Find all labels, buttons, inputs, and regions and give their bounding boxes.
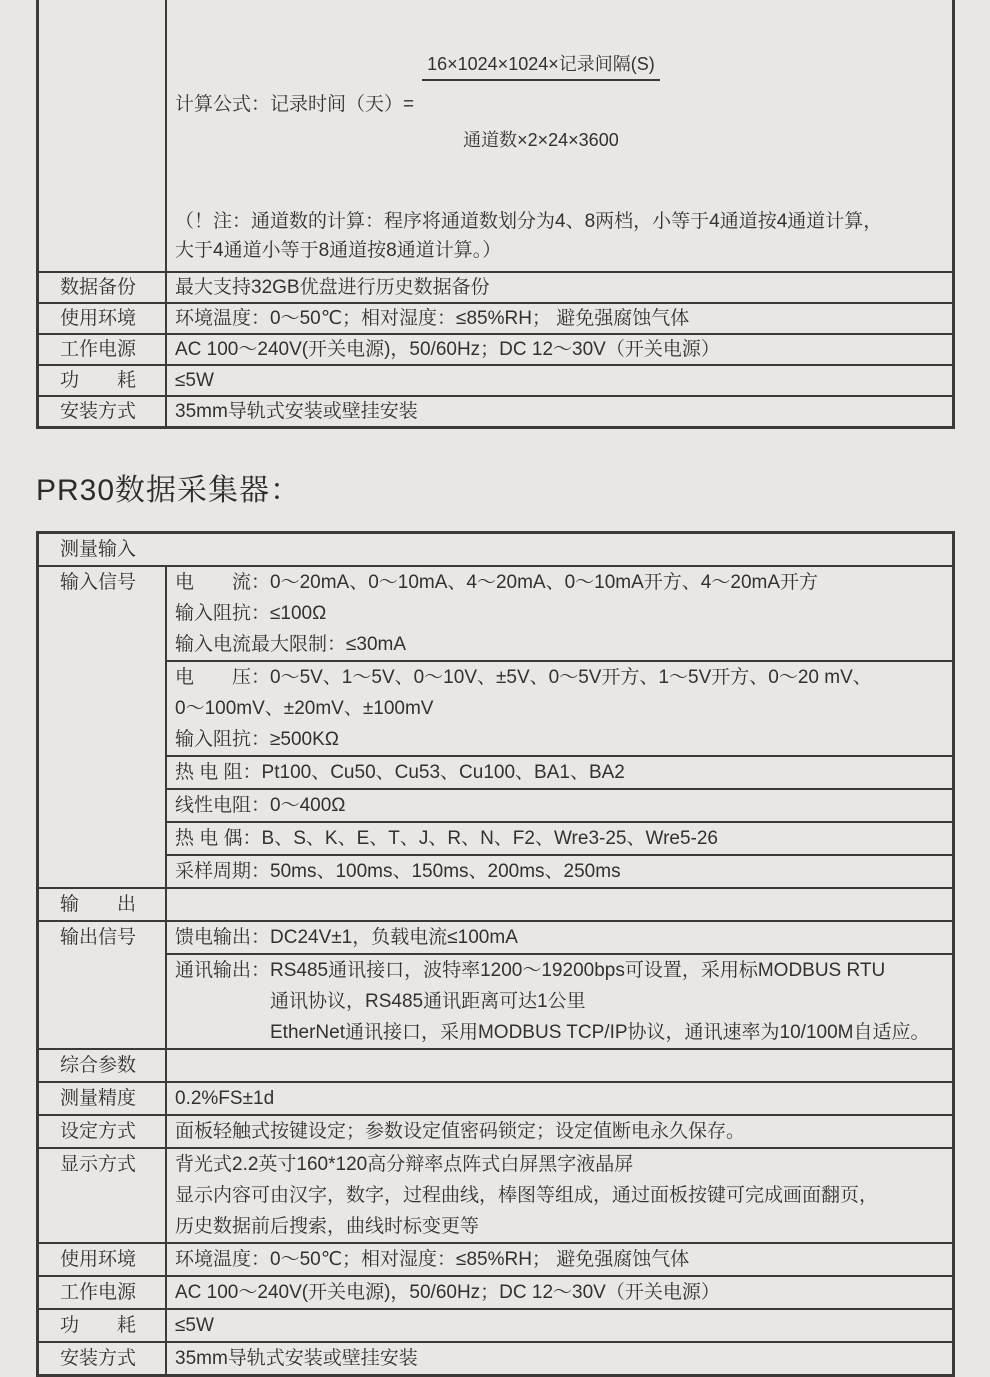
value-line: 采样周期：50ms、100ms、150ms、200ms、250ms: [175, 861, 621, 882]
row-label: 显示方式: [39, 1149, 167, 1242]
row-value: AC 100～240V(开关电源)，50/60Hz；DC 12～30V（开关电源）: [175, 339, 720, 360]
note-line: 大于4通道小等于8通道按8通道计算。）: [175, 240, 502, 261]
row-label: 功 耗: [39, 366, 167, 395]
row-label: 安装方式: [39, 1343, 167, 1374]
subcell-comm-output: [167, 953, 952, 1048]
value-line: 通讯输出：RS485通讯接口，波特率1200～19200bps可设置，采用标MODBUS RTU: [175, 960, 886, 981]
value-line: 线性电阻：0～400Ω: [175, 795, 346, 816]
table-row-environment: [39, 302, 952, 333]
value-line: 0～100mV、±20mV、±100mV: [175, 698, 434, 719]
value-line: [167, 889, 952, 920]
value-line: 历史数据前后搜索，曲线时标变更等: [175, 1216, 480, 1237]
table-row-power-supply: [39, 333, 952, 364]
note-line: （！注：通道数的计算：程序将通道数划分为4、8两档，小等于4通道按4通道计算，: [175, 211, 883, 232]
subcell-sampling-period: [167, 854, 952, 887]
row-value: 35mm导轨式安装或壁挂安装: [175, 401, 418, 422]
value-line: 输入电流最大限制：≤30mA: [175, 634, 407, 655]
value-line: 35mm导轨式安装或壁挂安装: [175, 1348, 418, 1369]
value-line: 环境温度：0～50℃；相对湿度：≤85%RH； 避免强腐蚀气体: [175, 1249, 690, 1270]
table-row-general-params-header: [39, 1048, 952, 1081]
table-row-measure-input-header: [39, 534, 952, 565]
formula-fraction: [422, 8, 660, 196]
formula-note: [175, 207, 952, 265]
table-row-data-backup: [39, 271, 952, 302]
table-row-formula: [39, 0, 952, 271]
value-line: 输入阻抗：≥500KΩ: [175, 729, 340, 750]
table-row-setting-method: [39, 1114, 952, 1147]
table-row-accuracy: [39, 1081, 952, 1114]
row-label: 输出信号: [39, 922, 167, 1048]
spec-table-recorder: [36, 0, 955, 429]
row-label-empty: [39, 0, 167, 271]
subcell-display: [167, 1149, 952, 1242]
subcell-linear-resistance: [167, 788, 952, 821]
value-line: 输入阻抗：≤100Ω: [175, 603, 327, 624]
row-label: 工作电源: [39, 335, 167, 364]
value-line: 电 压：0～5V、1～5V、0～10V、±5V、0～5V开方、1～5V开方、0～20 mV、: [175, 667, 872, 688]
spec-table-pr30: [36, 531, 955, 1377]
formula-cell: [167, 0, 952, 271]
value-line: 显示内容可由汉字，数字，过程曲线，棒图等组成，通过面板按键可完成画面翻页，: [175, 1185, 879, 1206]
table-row-mounting: [39, 395, 952, 426]
row-label: 使用环境: [39, 304, 167, 333]
row-label: 输 出: [39, 889, 167, 920]
value-line: AC 100～240V(开关电源)，50/60Hz；DC 12～30V（开关电源）: [175, 1282, 720, 1303]
subcell-current: [167, 567, 952, 660]
table-section-header: 测量输入: [60, 539, 137, 560]
row-value: ≤5W: [175, 370, 214, 391]
table-row-mounting: [39, 1341, 952, 1374]
value-line: [167, 1050, 952, 1081]
record-time-formula: [175, 8, 952, 196]
subcell-rtd: [167, 755, 952, 788]
subcell-empty: [167, 1050, 952, 1081]
row-label: 使用环境: [39, 1244, 167, 1275]
table-row-output-signal: [39, 920, 952, 1048]
value-line: EtherNet通讯接口，采用MODBUS TCP/IP协议，通讯速率为10/100M自适应。: [175, 1022, 930, 1043]
table-row-output-header: [39, 887, 952, 920]
subcell-voltage: [167, 660, 952, 755]
row-label: 综合参数: [39, 1050, 167, 1081]
subcell-feed-output: [167, 922, 952, 953]
row-label: 输入信号: [39, 567, 167, 887]
fraction-denominator: 通道数×2×24×3600: [463, 130, 619, 150]
section-heading-pr30: PR30数据采集器：: [36, 474, 302, 507]
value-line: ≤5W: [175, 1315, 214, 1336]
row-value: 环境温度：0～50℃；相对湿度：≤85%RH； 避免强腐蚀气体: [175, 308, 690, 329]
table-row-power-supply: [39, 1275, 952, 1308]
value-line: 热 电 偶：B、S、K、E、T、J、R、N、F2、Wre3-25、Wre5-26: [175, 828, 718, 849]
value-line: 通讯协议，RS485通讯距离可达1公里: [175, 991, 586, 1012]
row-value: 最大支持32GB优盘进行历史数据备份: [175, 277, 490, 298]
subcell-empty: [167, 889, 952, 920]
value-line: 馈电输出：DC24V±1，负载电流≤100mA: [175, 927, 518, 948]
formula-prefix: 计算公式：记录时间（天）=: [175, 93, 415, 115]
table-row-power-consumption: [39, 364, 952, 395]
row-label: 数据备份: [39, 273, 167, 302]
subcell-thermocouple: [167, 821, 952, 854]
fraction-numerator: 16×1024×1024×记录间隔(S): [422, 52, 660, 81]
row-label: 测量精度: [39, 1083, 167, 1114]
value-line: 电 流：0～20mA、0～10mA、4～20mA、0～10mA开方、4～20mA开方: [175, 572, 819, 593]
value-line: 0.2%FS±1d: [175, 1088, 275, 1109]
row-label: 安装方式: [39, 397, 167, 426]
row-label: 工作电源: [39, 1277, 167, 1308]
value-line: 面板轻触式按键设定；参数设定值密码锁定；设定值断电永久保存。: [175, 1121, 746, 1142]
value-line: 背光式2.2英寸160*120高分辩率点阵式白屏黑字液晶屏: [175, 1154, 634, 1175]
table-row-display-method: [39, 1147, 952, 1242]
row-label: 设定方式: [39, 1116, 167, 1147]
table-row-power-consumption: [39, 1308, 952, 1341]
table-row-environment: [39, 1242, 952, 1275]
table-row-input-signal: [39, 565, 952, 887]
row-label: 功 耗: [39, 1310, 167, 1341]
value-line: 热 电 阻：Pt100、Cu50、Cu53、Cu100、BA1、BA2: [175, 762, 625, 783]
